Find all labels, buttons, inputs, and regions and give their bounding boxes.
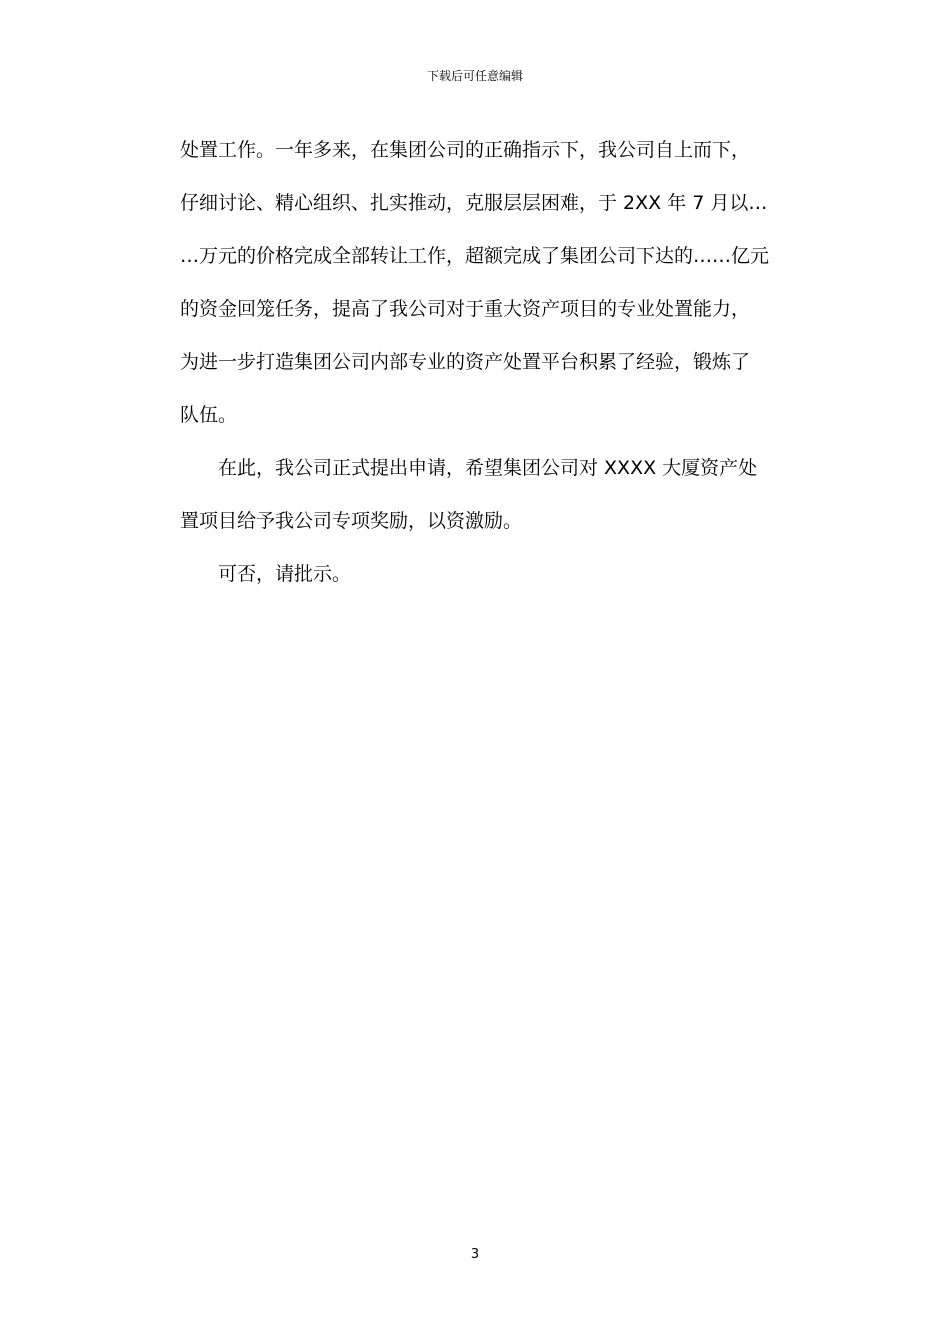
document-body: [180, 134, 770, 611]
page-header: 下载后可任意编辑: [426, 69, 523, 83]
paragraph-line: …万元的价格完成全部转让工作，超额完成了集团公司下达的……亿元: [180, 245, 770, 267]
paragraph-line: 仔细讨论、精心组织、扎实推动，克服层层困难，于 2XX 年 7 月以…: [180, 192, 768, 214]
page-number: 3: [470, 1247, 480, 1262]
paragraph-line: 置项目给予我公司专项奖励，以资激励。: [180, 510, 523, 532]
paragraph-line: 的资金回笼任务，提高了我公司对于重大资产项目的专业处置能力，: [180, 298, 751, 320]
paragraph-line: 为进一步打造集团公司内部专业的资产处置平台积累了经验，锻炼了: [180, 351, 751, 373]
paragraph-2: [180, 452, 770, 538]
paragraph-1: [180, 134, 770, 432]
paragraph-line: 队伍。: [180, 404, 238, 426]
paragraph-3: [180, 558, 770, 591]
paragraph-line: 可否，请批示。: [218, 563, 352, 585]
paragraph-line: 在此，我公司正式提出申请，希望集团公司对 XXXX 大厦资产处: [218, 457, 758, 479]
paragraph-line: 处置工作。一年多来，在集团公司的正确指示下，我公司自上而下，: [180, 139, 751, 161]
